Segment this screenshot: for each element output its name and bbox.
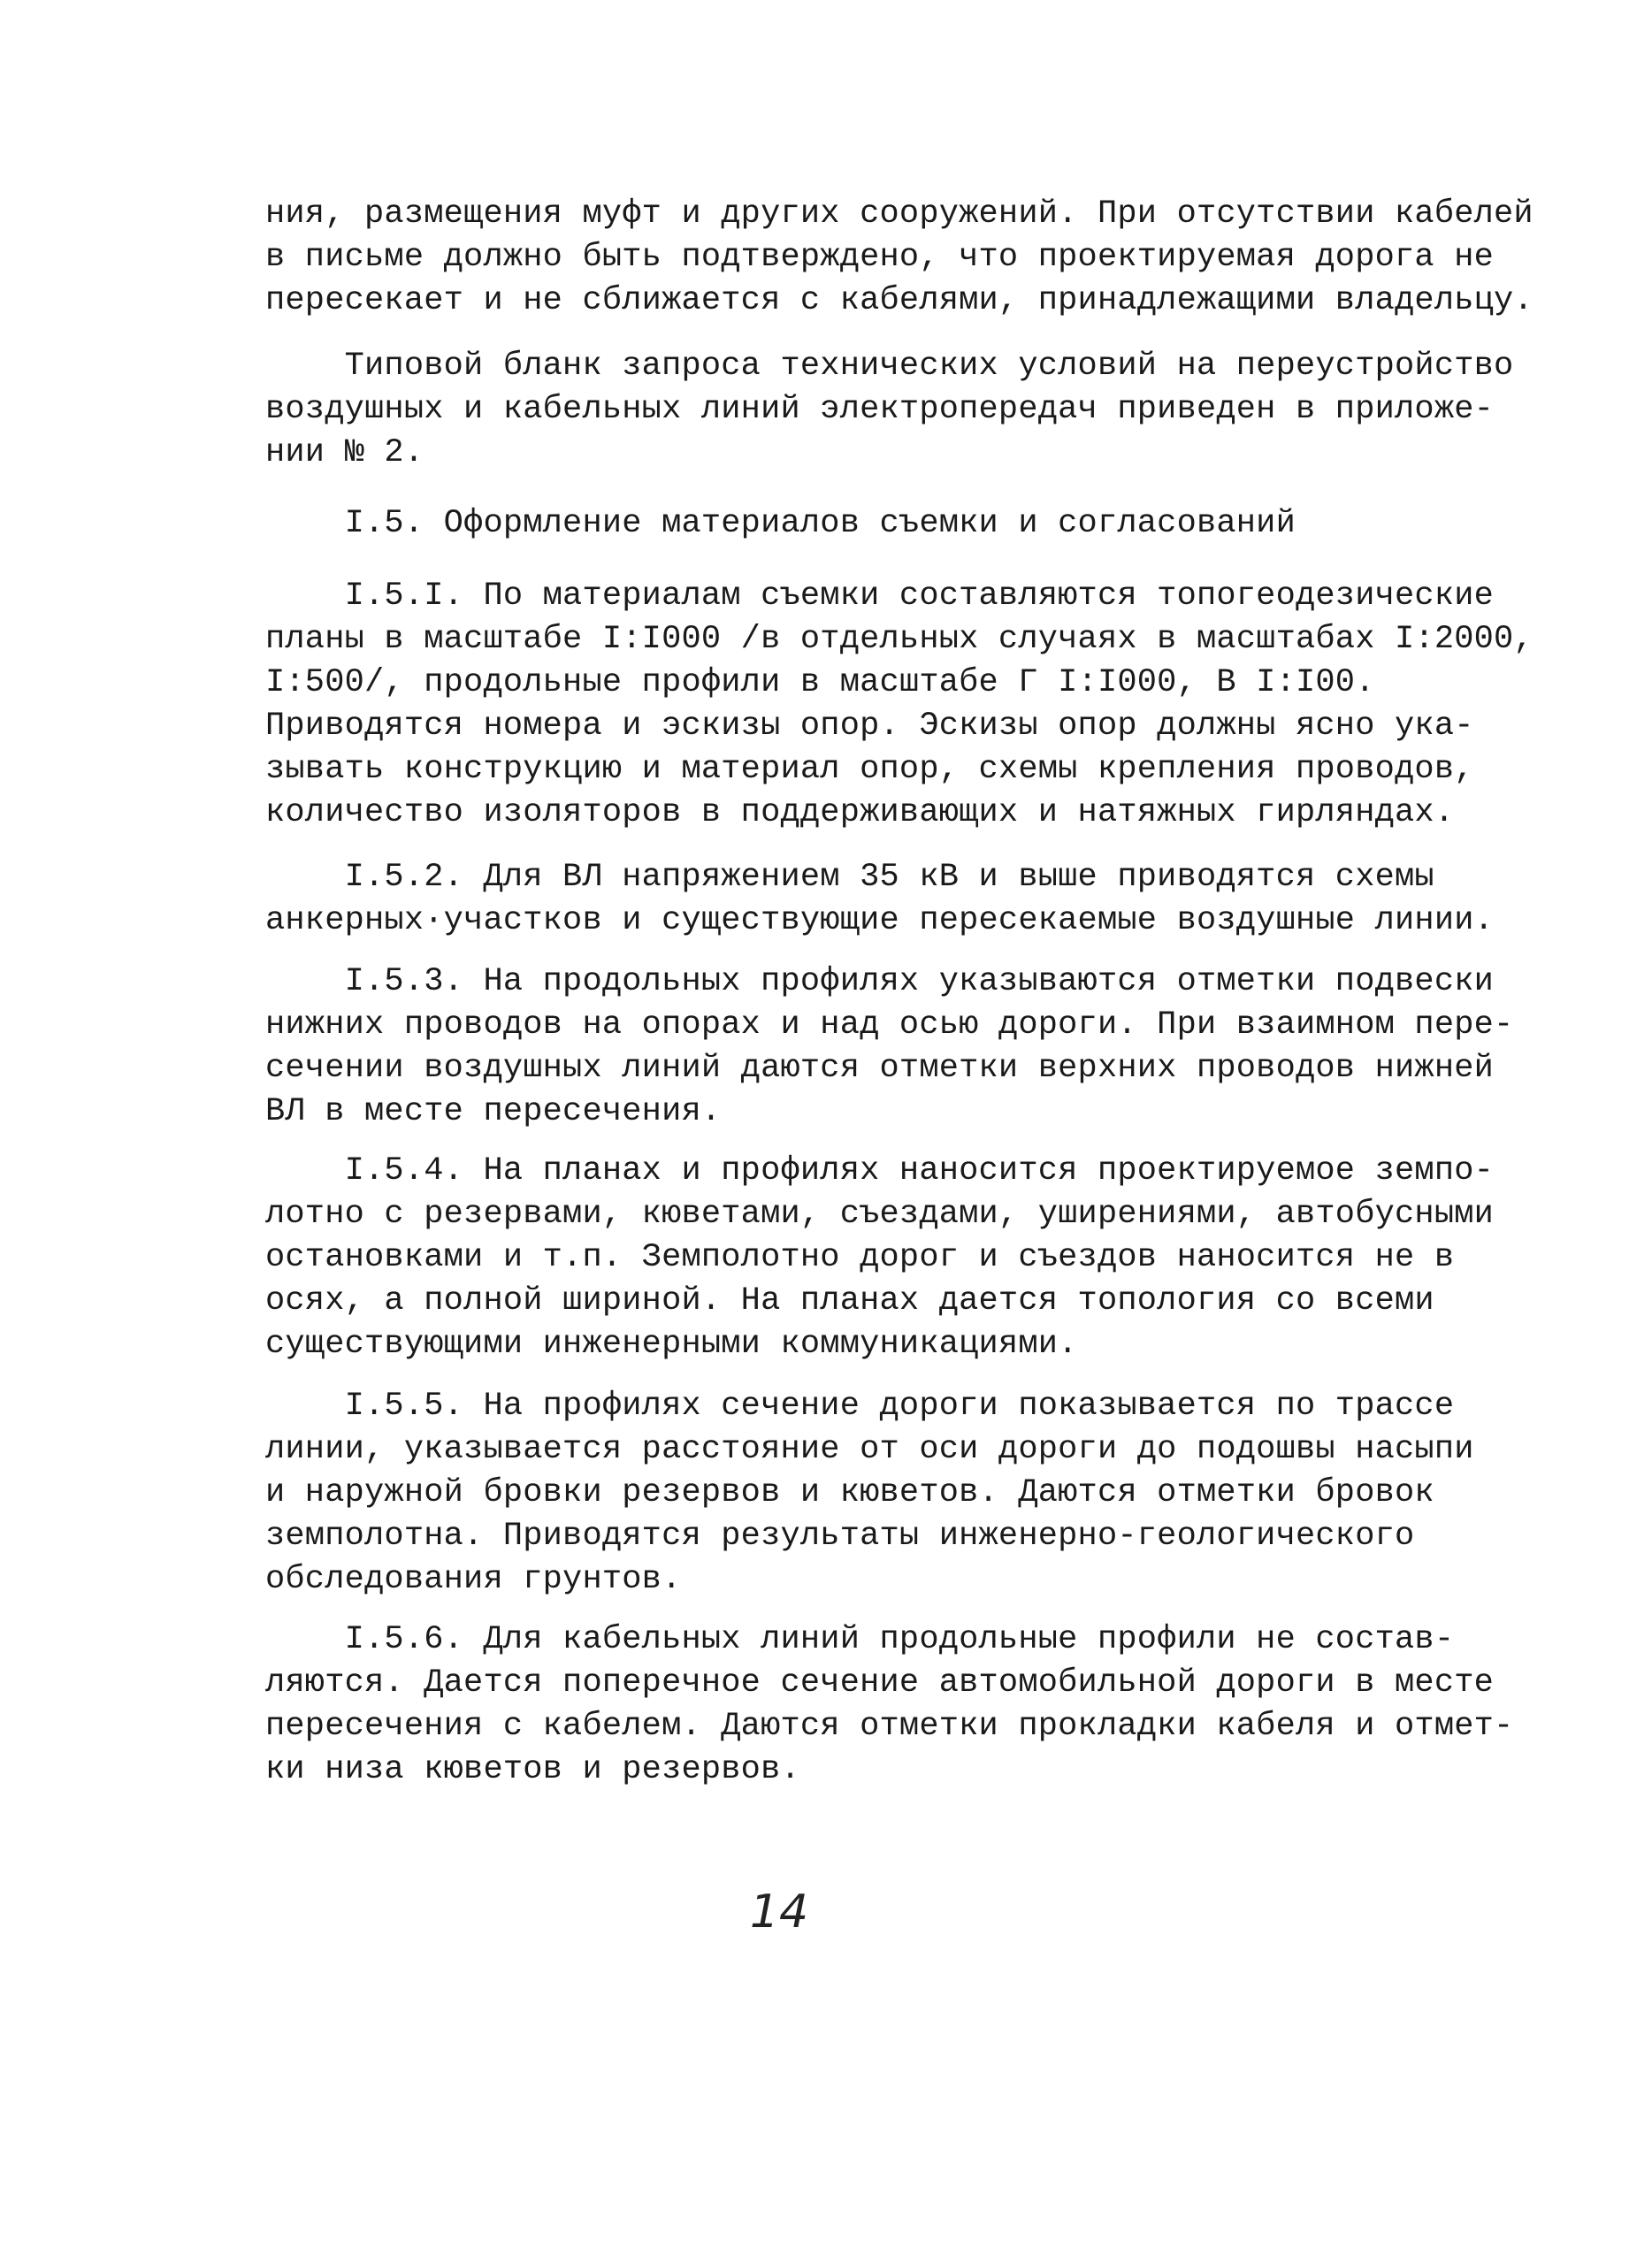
text-line: пересекает и не сближается с кабелями, принадлежащими владельцу.	[265, 282, 1533, 319]
section-heading: I.5. Оформление материалов съемки и согласований	[265, 505, 1296, 542]
text-line: лотно с резервами, кюветами, съездами, уширениями, автобусными	[265, 1196, 1495, 1233]
text-line: сечении воздушных линий даются отметки верхних проводов нижней	[265, 1050, 1495, 1087]
text-line: нижних проводов на опорах и над осью дороги. При взаимном пере-	[265, 1006, 1514, 1044]
text-line: I.5.5. На профилях сечение дороги показывается по трассе	[265, 1388, 1455, 1425]
paragraph-1-5-4	[265, 1150, 1495, 1366]
text-line: пересечения с кабелем. Даются отметки прокладки кабеля и отмет-	[265, 1708, 1514, 1745]
paragraph-1-5-6	[265, 1618, 1514, 1792]
text-line: I.5.3. На продольных профилях указываются отметки подвески	[265, 963, 1495, 1000]
paragraph-cables-letter	[265, 193, 1533, 323]
text-line: и наружной бровки резервов и кюветов. Даются отметки бровок	[265, 1474, 1434, 1511]
text-line: ВЛ в месте пересечения.	[265, 1093, 722, 1130]
text-line: в письме должно быть подтверждено, что проектируемая дорога не	[265, 239, 1495, 276]
text-line: воздушных и кабельных линий электропередач приведен в приложе-	[265, 391, 1495, 428]
text-line: осях, а полной шириной. На планах дается топология со всеми	[265, 1282, 1434, 1320]
paragraph-1-5-5	[265, 1385, 1486, 1602]
text-line: ки низа кюветов и резервов.	[265, 1751, 800, 1788]
text-line: остановками и т.п. Земполотно дорог и съездов наносится не в	[265, 1239, 1455, 1276]
text-line: Приводятся номера и эскизы опор. Эскизы опор должны ясно ука-	[265, 708, 1474, 745]
text-line: I.5.2. Для ВЛ напряжением 35 кВ и выше приводятся схемы	[265, 859, 1434, 896]
page-number: 14	[749, 1886, 809, 1939]
text-line: I:500/, продольные профили в масштабе Г I:I000, В I:I00.	[265, 664, 1375, 701]
paragraph-1-5-1	[265, 575, 1533, 835]
text-line: существующими инженерными коммуникациями.	[265, 1326, 1078, 1363]
text-line: ляются. Дается поперечное сечение автомобильной дороги в месте	[265, 1664, 1495, 1702]
paragraph-typical-form	[265, 345, 1514, 475]
text-line: нии № 2.	[265, 434, 424, 471]
section-heading-1-5	[265, 502, 1486, 546]
text-line: количество изоляторов в поддерживающих и натяжных гирляндах.	[265, 794, 1455, 831]
text-line: Типовой бланк запроса технических условий на переустройство	[265, 348, 1514, 385]
text-line: I.5.4. На планах и профилях наносится проектируемое земпо-	[265, 1152, 1495, 1190]
paragraph-1-5-3	[265, 960, 1514, 1134]
text-line: зывать конструкцию и материал опор, схемы крепления проводов,	[265, 751, 1474, 788]
text-line: планы в масштабе I:I000 /в отдельных случаях в масштабах I:2000,	[265, 621, 1533, 658]
text-line: линии, указывается расстояние от оси дороги до подошвы насыпи	[265, 1431, 1474, 1468]
paragraph-1-5-2	[265, 856, 1495, 943]
text-line: I.5.6. Для кабельных линий продольные профили не состав-	[265, 1621, 1455, 1658]
text-line: обследования грунтов.	[265, 1561, 682, 1598]
text-line: земполотна. Приводятся результаты инженерно-геологического	[265, 1518, 1415, 1555]
text-line: I.5.I. По материалам съемки составляются топогеодезические	[265, 578, 1495, 615]
text-line: анкерных·участков и существующие пересекаемые воздушные линии.	[265, 902, 1495, 939]
text-line: ния, размещения муфт и других сооружений. При отсутствии кабелей	[265, 195, 1533, 233]
